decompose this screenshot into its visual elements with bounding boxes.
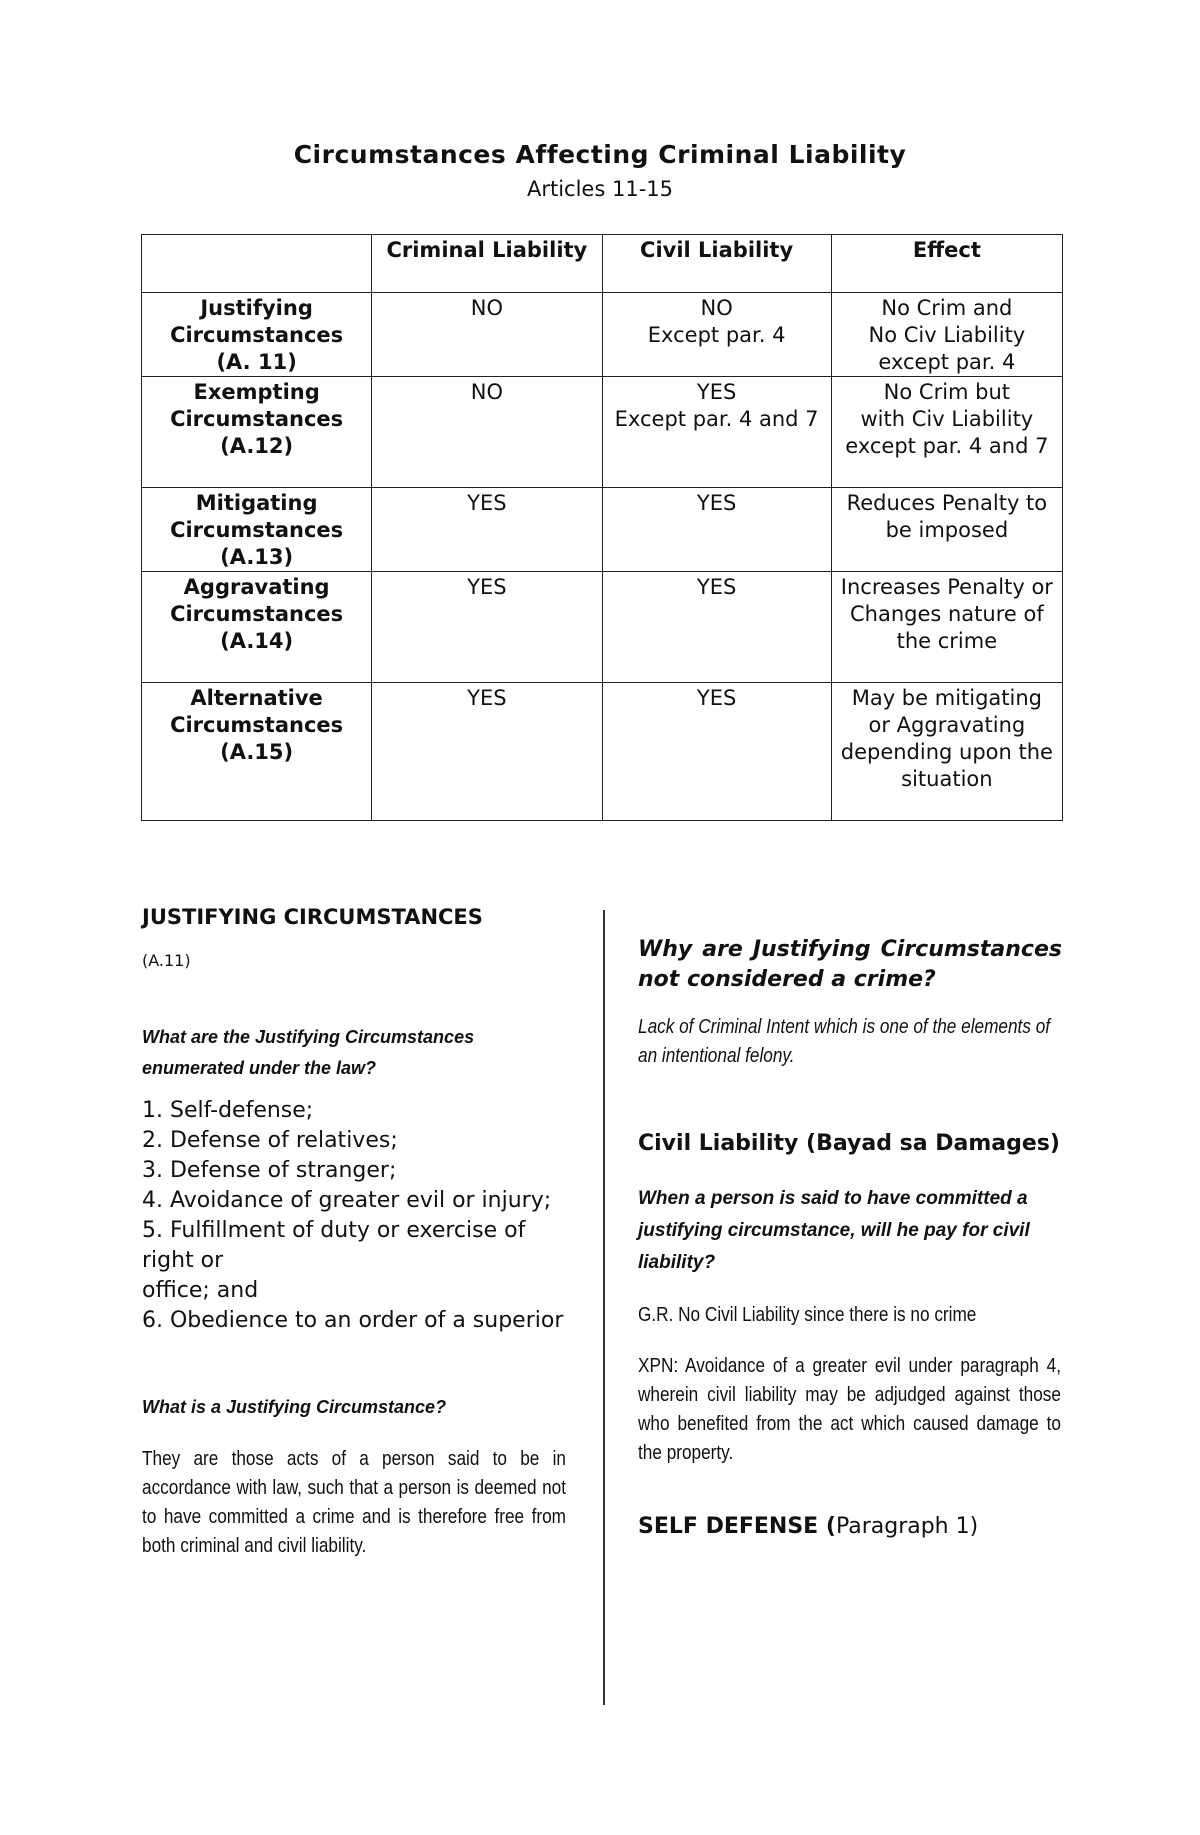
row-heading-line: (A.13) [220,545,294,569]
row-heading-line: (A. 11) [216,350,297,374]
self-defense-heading-bold: SELF DEFENSE ( [638,1514,836,1539]
effect-cell-line: except par. 4 [878,350,1016,374]
effect-cell-line: with Civ Liability [860,407,1034,431]
effect-cell: Increases Penalty or Changes nature of the crime [831,572,1062,683]
table-row [142,488,1063,572]
civil-cell-line: Except par. 4 [647,323,786,347]
row-heading-line: Mitigating [195,491,318,515]
liability-summary-table [141,234,1063,821]
effect-cell: Reduces Penalty to be imposed [831,488,1062,572]
criminal-cell: YES [372,683,602,821]
row-heading-line: Circumstances [170,323,344,347]
row-heading [142,377,372,488]
column-header-effect: Effect [831,235,1062,293]
question-definition: What is a Justifying Circumstance? [142,1397,447,1417]
answer-why-not-crime: Lack of Criminal Intent which is one of the elements of an intentional felony. [638,1016,1051,1067]
document-title: Circumstances Affecting Criminal Liability [293,140,907,169]
right-column [638,935,1062,1542]
criminal-cell: YES [372,488,602,572]
list-item: 1. Self-defense; [142,1098,314,1123]
column-divider [603,910,605,1705]
table-row [142,377,1063,488]
definition-answer: They are those acts of a person said to be in accordance with law, such that a person is deemed not to have committed a crime and is therefore free from both criminal and civil liability. [142,1448,566,1557]
list-item: office; and [142,1278,259,1303]
justifying-list [142,1096,567,1336]
list-item: 3. Defense of stranger; [142,1158,397,1183]
row-heading-line: (A.12) [220,434,294,458]
civil-cell: YES [602,572,831,683]
criminal-cell: NO [372,293,602,377]
general-rule: G.R. No Civil Liability since there is no crime [638,1304,977,1326]
civil-cell [602,377,831,488]
civil-cell: YES [602,488,831,572]
civil-cell-line: NO [700,296,733,320]
table-row [142,293,1063,377]
effect-cell [831,377,1062,488]
criminal-cell: NO [372,377,602,488]
left-column [142,905,567,1561]
exception: XPN: Avoidance of a greater evil under paragraph 4, wherein civil liability may be adjudged against those who benefited from the act which caused damage to the property. [638,1355,1061,1464]
criminal-cell: YES [372,572,602,683]
row-heading-line: Justifying [200,296,313,320]
row-heading-line: Exempting [193,380,320,404]
self-defense-heading [638,1512,1062,1542]
table-header-row [142,235,1063,293]
table-row [142,683,1063,821]
row-heading-line: Circumstances [170,407,344,431]
civil-cell: YES [602,683,831,821]
effect-cell-line: No Crim but [883,380,1011,404]
row-heading-line: (A.15) [220,740,294,764]
table-row [142,572,1063,683]
row-heading-line: Circumstances [170,518,344,542]
civil-cell-line: Except par. 4 and 7 [614,407,819,431]
effect-cell: May be mitigating or Aggravating depending upon the situation [831,683,1062,821]
question-enumeration: What are the Justifying Circumstances enumerated under the law? [142,1027,475,1078]
row-heading-line: Aggravating [183,575,330,599]
effect-cell-line: No Crim and [881,296,1013,320]
column-header-civil: Civil Liability [602,235,831,293]
column-header-criminal: Criminal Liability [372,235,602,293]
section-heading: JUSTIFYING CIRCUMSTANCES [142,905,483,929]
list-item: 2. Defense of relatives; [142,1128,398,1153]
effect-cell [831,293,1062,377]
self-defense-heading-plain: Paragraph 1) [835,1514,979,1539]
article-reference: (A.11) [142,951,191,970]
column-header-blank [142,235,372,293]
row-heading-line: (A.14) [220,629,294,653]
civil-cell [602,293,831,377]
effect-cell-line: except par. 4 and 7 [845,434,1049,458]
question-civil-liability: When a person is said to have committed a justifying circumstance, will he pay for civil liability? [638,1188,1030,1273]
row-heading [142,488,372,572]
row-heading-line: Circumstances [170,713,344,737]
row-heading-line: Alternative [190,686,323,710]
list-item: 4. Avoidance of greater evil or injury; [142,1188,552,1213]
row-heading-line: Circumstances [170,602,344,626]
list-item: 6. Obedience to an order of a superior [142,1308,564,1333]
row-heading [142,293,372,377]
list-item: 5. Fulfillment of duty or exercise of right or [142,1218,526,1273]
row-heading [142,683,372,821]
civil-cell-line: YES [696,380,737,404]
document-subtitle: Articles 11-15 [526,177,673,201]
question-why-not-crime: Why are Justifying Circumstances not considered a crime? [638,937,1062,992]
effect-cell-line: No Civ Liability [868,323,1026,347]
row-heading [142,572,372,683]
civil-liability-heading: Civil Liability (Bayad sa Damages) [638,1131,1060,1156]
